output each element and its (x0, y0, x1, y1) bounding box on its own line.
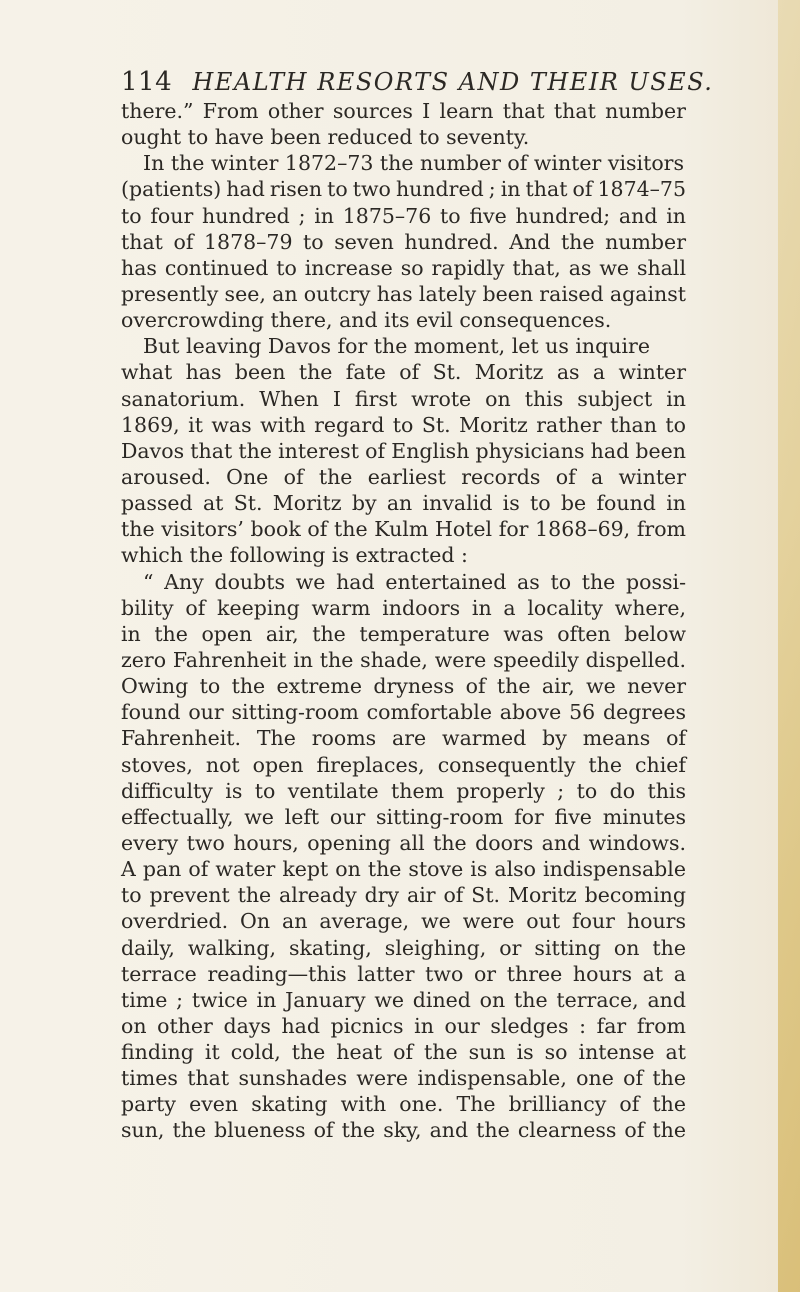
text-line: sanatorium. When I first wrote on this subject in (121, 386, 686, 411)
text-line: there.” From other sources I learn that that number (121, 99, 686, 123)
text-line: But leaving Davos for the moment, let us inquire (143, 334, 650, 359)
body-text (121, 98, 691, 1144)
text-line: found our sitting-room comfortable above 56 degrees (121, 700, 686, 725)
text-line: effectually, we left our sitting-room for five minutes (121, 804, 686, 829)
text-line: to four hundred ; in 1875–76 to five hundred; and in (121, 203, 686, 228)
text-line: sun, the blueness of the sky, and the clearness of the (121, 1118, 686, 1143)
text-line: on other days had picnics in our sledges : far from (121, 1013, 686, 1038)
text-line: to prevent the already dry air of St. Moritz becoming (121, 883, 686, 908)
text-line: what has been the fate of St. Moritz as a winter (121, 360, 686, 385)
text-line: “ Any doubts we had entertained as to the possi- (143, 569, 686, 594)
text-line: that of 1878–79 to seven hundred. And the number (121, 229, 686, 254)
text-line: party even skating with one. The brilliancy of the (121, 1092, 686, 1117)
text-line: (patients) had risen to two hundred ; in that of 1874–75 (121, 177, 686, 202)
text-line: difficulty is to ventilate them properly ; to do this (121, 778, 686, 803)
text-line: A pan of water kept on the stove is also indispensable (121, 857, 686, 882)
text-line: overcrowding there, and its evil consequences. (121, 308, 612, 333)
text-line: times that sunshades were indispensable, one of the (121, 1066, 686, 1091)
text-line: bility of keeping warm indoors in a locality where, (121, 595, 686, 620)
text-line: ought to have been reduced to seventy. (121, 125, 530, 150)
text-line: the visitors’ book of the Kulm Hotel for 1868–69, from (121, 517, 686, 542)
running-title: HEALTH RESORTS AND THEIR USES. (192, 68, 714, 96)
text-line: presently see, an outcry has lately been raised against (121, 281, 686, 306)
text-line: terrace reading—this latter two or three hours at a (121, 961, 686, 986)
text-line: Fahrenheit. The rooms are warmed by means of (121, 726, 686, 751)
text-line: zero Fahrenheit in the shade, were speedily dispelled. (121, 647, 686, 672)
text-line: In the winter 1872–73 the number of winter visitors (143, 151, 684, 176)
page-header (121, 64, 714, 100)
text-line: which the following is extracted : (121, 543, 468, 568)
text-line: 1869, it was with regard to St. Moritz rather than to (121, 412, 686, 437)
text-line: overdried. On an average, we were out four hours (121, 909, 686, 934)
text-line: stoves, not open fireplaces, consequently the chief (121, 752, 686, 777)
page-edge (778, 0, 800, 1292)
text-line: aroused. One of the earliest records of a winter (121, 464, 686, 489)
text-line: passed at St. Moritz by an invalid is to be found in (121, 491, 686, 516)
text-line: finding it cold, the heat of the sun is so intense at (121, 1040, 686, 1065)
text-line: daily, walking, skating, sleighing, or sitting on the (121, 935, 686, 960)
text-line: Davos that the interest of English physicians had been (121, 438, 686, 463)
text-line: time ; twice in January we dined on the terrace, and (121, 987, 686, 1012)
text-line: has continued to increase so rapidly that, as we shall (121, 255, 686, 280)
text-line: Owing to the extreme dryness of the air, we never (121, 674, 686, 699)
text-line: in the open air, the temperature was often below (121, 621, 686, 646)
text-line: every two hours, opening all the doors and windows. (121, 830, 686, 855)
page-number: 114 (121, 67, 173, 97)
